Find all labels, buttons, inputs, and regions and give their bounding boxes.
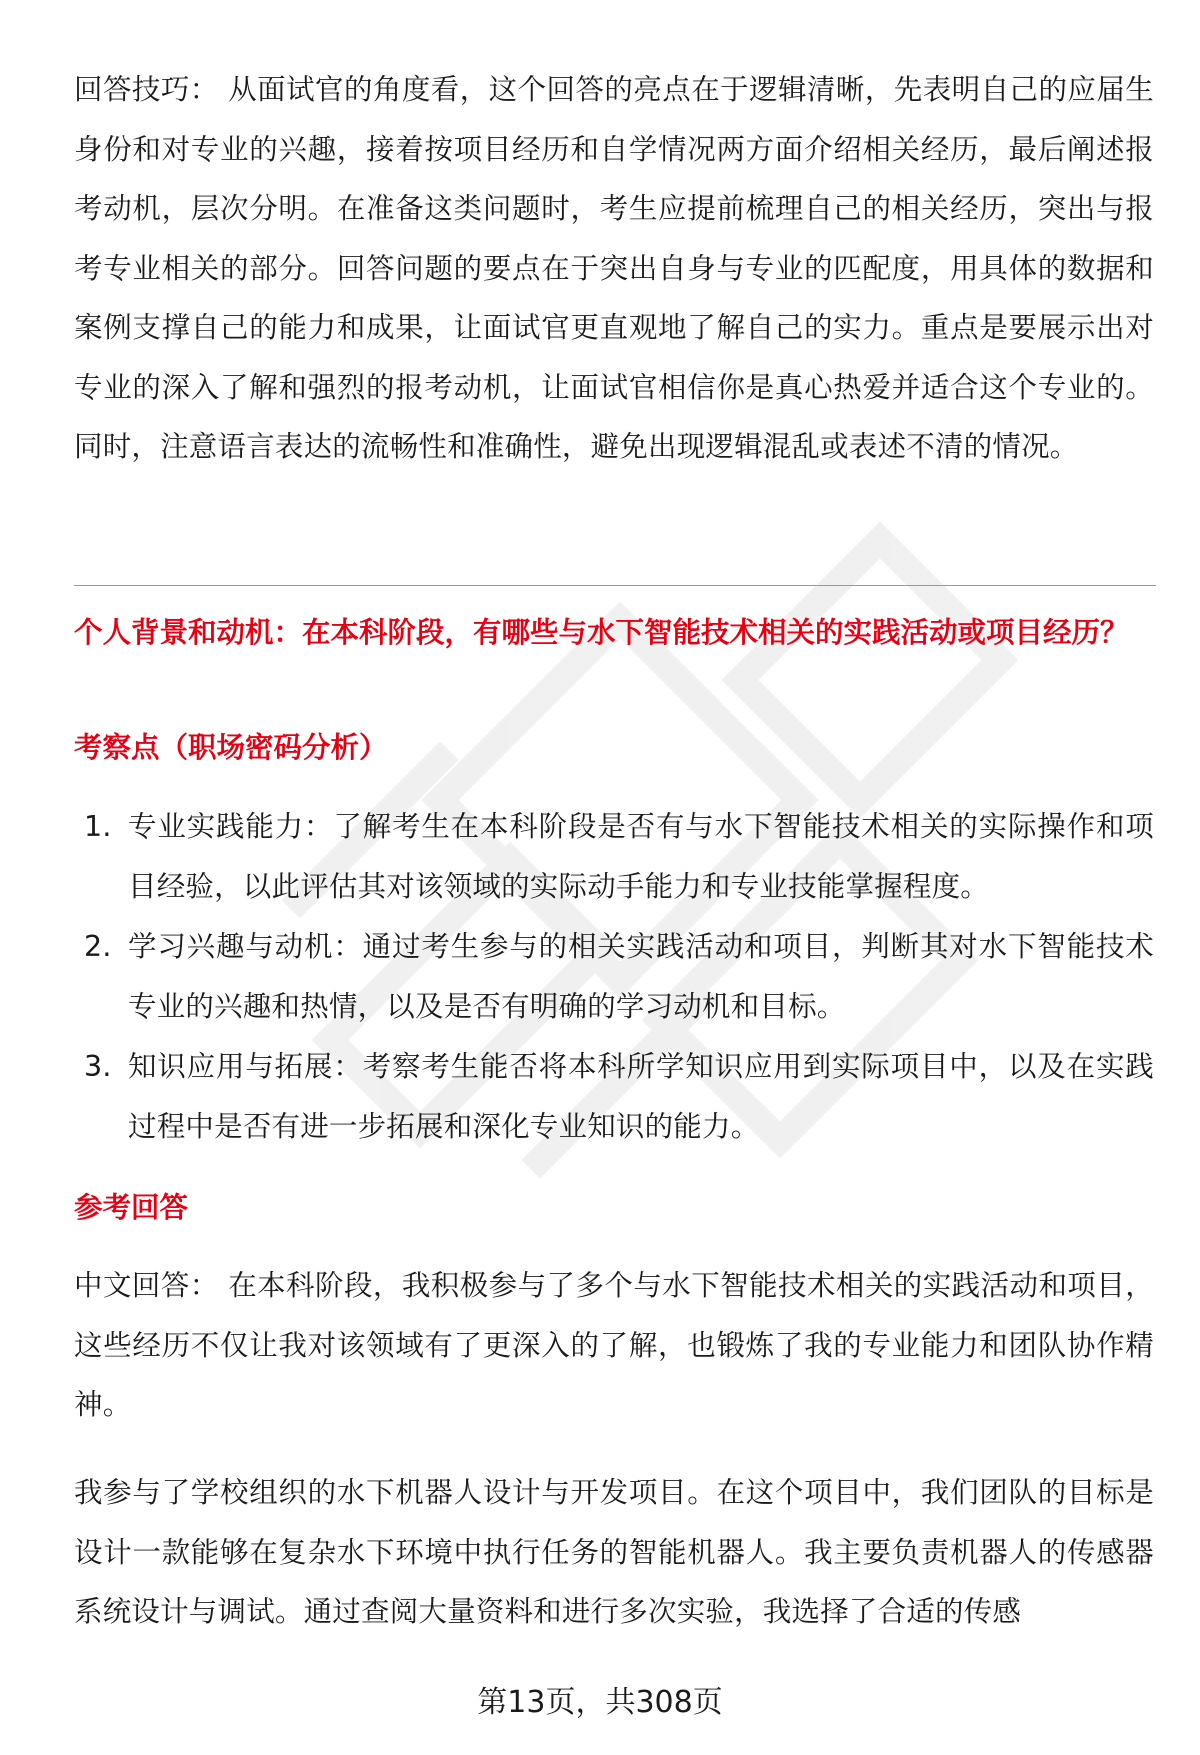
reference-answer-body	[74, 1463, 1154, 1642]
list-item-text: 知识应用与拓展：考察考生能否将本科所学知识应用到实际项目中，以及在实践过程中是否有进一步拓展和深化专业知识的能力。	[128, 1050, 1154, 1143]
list-item	[74, 917, 1154, 1037]
reference-answer-heading: 参考回答	[74, 1191, 189, 1224]
list-item	[74, 1037, 1154, 1157]
page-number: 第13页，共308页	[477, 1685, 723, 1720]
list-item-number: 3.	[84, 1050, 112, 1083]
question-heading: 个人背景和动机：在本科阶段，有哪些与水下智能技术相关的实践活动或项目经历？	[74, 616, 1129, 649]
reference-answer-intro	[74, 1256, 1154, 1435]
section-divider	[74, 585, 1156, 586]
list-item	[74, 797, 1154, 917]
answer-paragraph-1: 中文回答： 在本科阶段，我积极参与了多个与水下智能技术相关的实践活动和项目，这些经历不仅让我对该领域有了更深入的了解，也锻炼了我的专业能力和团队协作精神。	[74, 1269, 1154, 1421]
list-item-number: 1.	[84, 810, 112, 843]
list-item-text: 专业实践能力：了解考生在本科阶段是否有与水下智能技术相关的实际操作和项目经验，以此评估其对该领域的实际动手能力和专业技能掌握程度。	[128, 810, 1154, 903]
intro-section	[74, 60, 1154, 477]
assessment-points-list	[74, 797, 1154, 1157]
assessment-points-heading: 考察点（职场密码分析）	[74, 731, 388, 764]
answer-tips-paragraph: 回答技巧： 从面试官的角度看，这个回答的亮点在于逻辑清晰，先表明自己的应届生身份和对专业的兴趣，接着按项目经历和自学情况两方面介绍相关经历，最后阐述报考动机，层次分明。在准备这类问题时，考生应提前梳理自己的相关经历，突出与报考专业相关的部分。回答问题的要点在于突出自身与专业的匹配度，用具体的数据和案例支撑自己的能力和成果，让面试官更直观地了解自己的实力。重点是要展示出对专业的深入了解和强烈的报考动机，让面试官相信你是真心热爱并适合这个专业的。同时，注意语言表达的流畅性和准确性，避免出现逻辑混乱或表述不清的情况。	[74, 73, 1154, 463]
list-item-text: 学习兴趣与动机：通过考生参与的相关实践活动和项目，判断其对水下智能技术专业的兴趣和热情，以及是否有明确的学习动机和目标。	[128, 930, 1154, 1023]
list-item-number: 2.	[84, 930, 112, 963]
answer-paragraph-2: 我参与了学校组织的水下机器人设计与开发项目。在这个项目中，我们团队的目标是设计一款能够在复杂水下环境中执行任务的智能机器人。我主要负责机器人的传感器系统设计与调试。通过查阅大量资料和进行多次实验，我选择了合适的传感	[74, 1476, 1154, 1628]
